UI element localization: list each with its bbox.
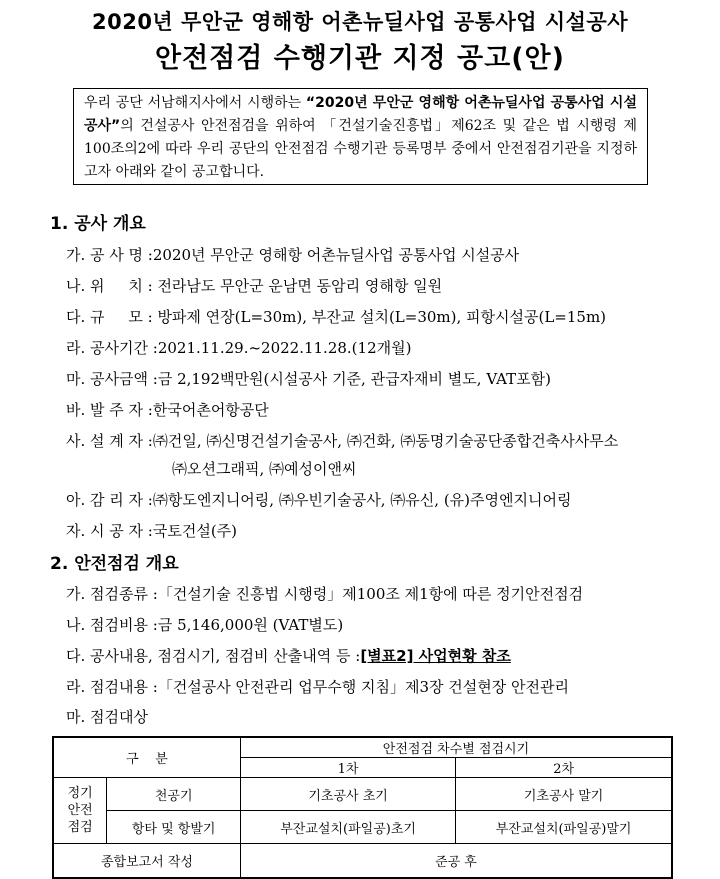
inspection-item — [66, 614, 343, 635]
item-value: ㈜건일, ㈜신명건설기술공사, ㈜건화, ㈜동명기술공단종합건축사사무소 — [152, 432, 619, 450]
section2-heading: 2. 안전점검 개요 — [50, 554, 179, 574]
item-label: 라. 공사기간 : — [66, 339, 158, 357]
row-first: 기초공사 초기 — [240, 778, 455, 811]
table-row — [53, 811, 672, 844]
title-line1: 2020년 무안군 영해항 어촌뉴딜사업 공통사업 시설공사 — [91, 10, 628, 34]
header-2nd: 2차 — [456, 758, 672, 778]
item-label: 가. 점검종류 : — [66, 585, 158, 603]
section1-heading: 1. 공사 개요 — [50, 214, 146, 234]
row-second: 부잔교설치(파일공)말기 — [456, 811, 672, 844]
overview-item — [66, 244, 519, 265]
item-label: 바. 발 주 자 : — [66, 401, 153, 419]
overview-item — [66, 275, 442, 296]
item-value: 전라남도 무안군 운남면 동암리 영해항 일원 — [157, 277, 443, 295]
overview-item — [66, 337, 411, 358]
header-category: 구 분 — [53, 737, 240, 778]
item-value: 국토건설(주) — [152, 522, 238, 540]
intro-text-1: 우리 공단 서남해지사에서 시행하는 — [84, 95, 306, 111]
header-1st: 1차 — [240, 758, 455, 778]
item-label: 다. 규 모 : — [66, 308, 158, 326]
row-second: 기초공사 말기 — [456, 778, 672, 811]
item-label: 사. 설 계 자 : — [66, 432, 153, 450]
item-label: 자. 시 공 자 : — [66, 522, 153, 540]
inspection-item — [66, 676, 569, 697]
item-label: 나. 점검비용 : — [66, 616, 158, 634]
item-value: 「건설기술 진흥법 시행령」제100조 제1항에 따른 정기안전점검 — [157, 585, 584, 603]
row-item: 천공기 — [107, 778, 241, 811]
overview-item — [66, 430, 618, 451]
intro-box — [73, 88, 648, 185]
inspection-item — [66, 706, 148, 727]
overview-item — [66, 520, 237, 541]
item-value: 2021.11.29.~2022.11.28.(12개월) — [157, 339, 412, 357]
row-item: 항타 및 항발기 — [107, 811, 241, 844]
item-value: 금 2,192백만원(시설공사 기준, 관급자재비 별도, VAT포함) — [157, 370, 551, 388]
item-value: 한국어촌어항공단 — [152, 401, 269, 419]
overview-item — [66, 489, 571, 510]
item-value: ㈜항도엔지니어링, ㈜우빈기술공사, ㈜유신, (유)주영엔지니어링 — [152, 491, 572, 509]
report-value: 준공 후 — [240, 844, 672, 878]
item-label: 다. 공사내용, 점검시기, 점검비 산출내역 등 : — [66, 647, 361, 665]
appendix-reference: [별표2] 사업현황 참조 — [360, 647, 511, 665]
inspection-item — [66, 583, 583, 604]
group-label: 정기 안전 점검 — [53, 778, 107, 844]
intro-text-2: 의 건설공사 안전점검을 위하여 「건설기술진흥법」제62조 및 같은 법 시행령 제100조의2에 따라 우리 공단의 안전점검 수행기관 등록명부 중에서 안전점검기관을 지정하고자 아래와 같이 공고합니다. — [84, 118, 637, 180]
inspection-schedule-table — [52, 736, 673, 879]
item-value: ㈜오션그래픽, ㈜예성이앤씨 — [172, 460, 357, 478]
item-label: 나. 위 치 : — [66, 277, 158, 295]
item-label: 가. 공 사 명 : — [66, 246, 153, 264]
item-value: 2020년 무안군 영해항 어촌뉴딜사업 공통사업 시설공사 — [152, 246, 520, 264]
item-label: 아. 감 리 자 : — [66, 491, 153, 509]
header-timing: 안전점검 차수별 점검시기 — [240, 737, 672, 758]
table-row — [53, 844, 672, 878]
overview-item-continuation — [172, 458, 356, 479]
overview-item — [66, 306, 606, 327]
inspection-item — [66, 645, 511, 666]
title-line2: 안전점검 수행기관 지정 공고(안) — [155, 43, 565, 74]
table-row — [53, 778, 672, 811]
row-first: 부잔교설치(파일공)초기 — [240, 811, 455, 844]
item-value: 「건설공사 안전관리 업무수행 지침」제3장 건설현장 안전관리 — [157, 678, 569, 696]
item-label: 마. 공사금액 : — [66, 370, 158, 388]
overview-item — [66, 399, 269, 420]
report-label: 종합보고서 작성 — [53, 844, 240, 878]
item-label: 마. 점검대상 — [66, 708, 148, 726]
item-value: 방파제 연장(L=30m), 부잔교 설치(L=30m), 피항시설공(L=15m) — [157, 308, 607, 326]
item-label: 라. 점검내용 : — [66, 678, 158, 696]
intro-project-name: “2020년 무안군 영해항 어촌뉴딜사업 공통사업 시설공사” — [84, 95, 637, 134]
overview-item — [66, 368, 551, 389]
item-value: 금 5,146,000원 (VAT별도) — [157, 616, 344, 634]
